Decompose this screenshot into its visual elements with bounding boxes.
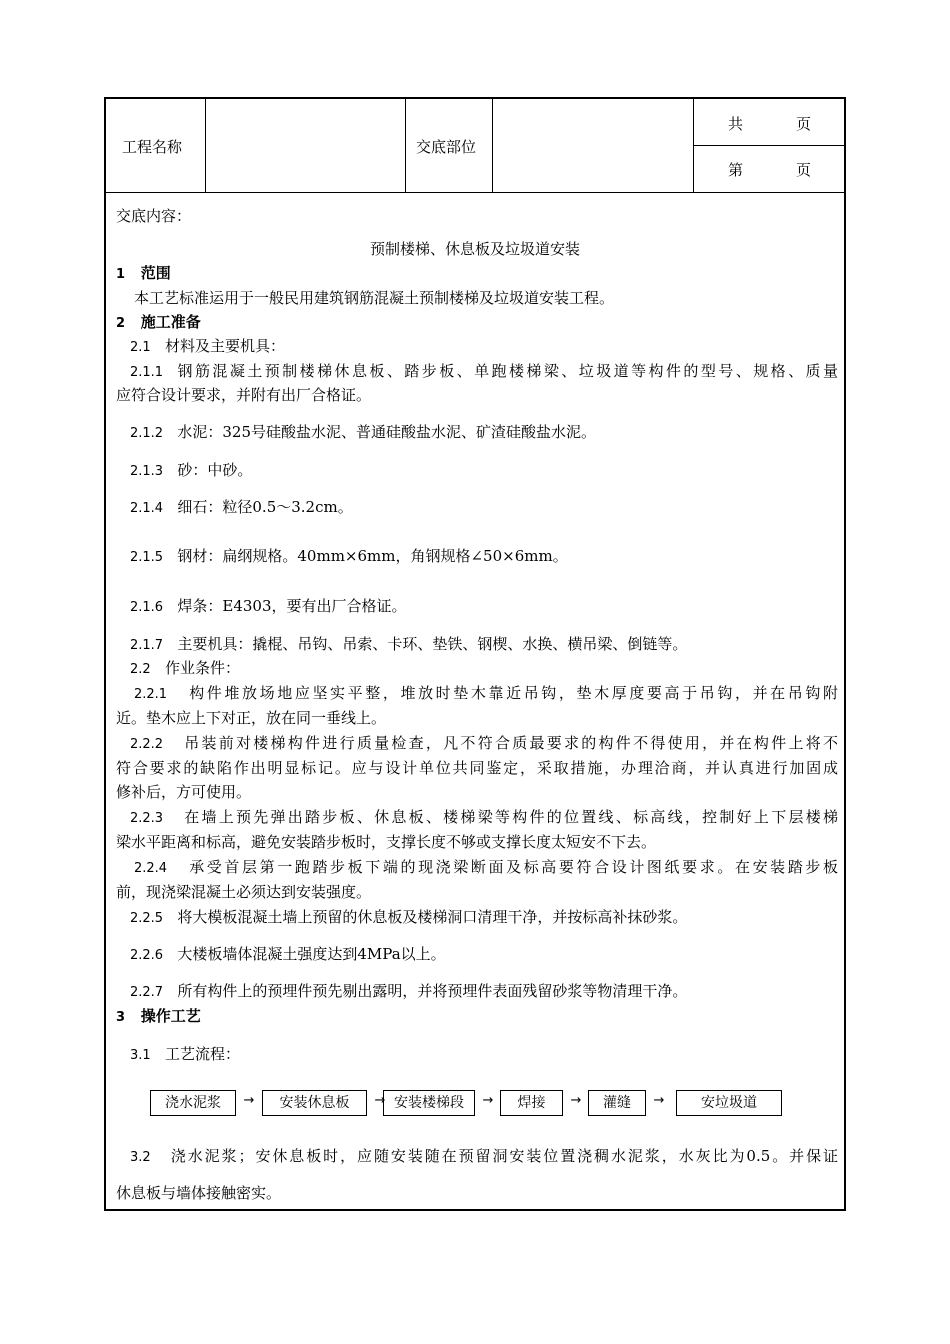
paragraph-line: 近。垫木应上下对正，放在同一垂线上。 bbox=[116, 709, 387, 727]
paragraph: 2.1.4 细石：粒径0.5～3.2cm。 bbox=[130, 498, 353, 516]
paragraph: 2.2.5 将大模板混凝土墙上预留的休息板及楼梯洞口清理干净，并按标高补抹砂浆。 bbox=[130, 908, 688, 926]
location-value[interactable] bbox=[493, 99, 693, 192]
content-label: 交底内容： bbox=[116, 207, 192, 225]
section-heading: 3 操作工艺 bbox=[116, 1007, 201, 1025]
paragraph: 3.2 浇水泥浆；安休息板时，应随安装随在预留洞安装位置浇稠水泥浆，水灰比为0.5。并保证 bbox=[130, 1147, 839, 1165]
arrow-right-icon: → bbox=[653, 1093, 665, 1108]
paragraph: 2.2.3 在墙上预先弹出踏步板、休息板、楼梯梁等构件的位置线、标高线，控制好上下层楼梯 bbox=[130, 808, 838, 826]
paragraph-line: 休息板与墙体接触密实。 bbox=[116, 1184, 282, 1202]
paragraph-line: 应符合设计要求，并附有出厂合格证。 bbox=[116, 386, 372, 404]
paragraph-line: 符合要求的缺陷作出明显标记。应与设计单位共同鉴定，采取措施，办理洽商，并认真进行加固成 bbox=[116, 759, 838, 777]
document-title: 预制楼梯、休息板及垃圾道安装 bbox=[369, 240, 580, 258]
paragraph: 2.1.5 钢材：扁纲规格。40mm×6mm，角钢规格∠50×6mm。 bbox=[130, 547, 568, 565]
flow-step: 浇水泥浆 bbox=[150, 1090, 236, 1116]
arrow-right-icon: → bbox=[243, 1093, 255, 1108]
project-name-label: 工程名称 bbox=[122, 138, 183, 156]
paragraph: 2.1.3 砂：中砂。 bbox=[130, 461, 253, 479]
page-number-prefix: 第 bbox=[728, 161, 744, 179]
header-table bbox=[106, 99, 844, 193]
paragraph: 2.2.6 大楼板墙体混凝土强度达到4MPa以上。 bbox=[130, 945, 446, 963]
paragraph: 2.2.2 吊装前对楼梯构件进行质量检查，凡不符合质最要求的构件不得使用，并在构件上将不 bbox=[130, 734, 838, 752]
paragraph: 2.2.1 构件堆放场地应坚实平整，堆放时垫木靠近吊钩，垫木厚度要高于吊钩，并在吊钩附 bbox=[134, 684, 838, 702]
flow-step: 安装楼梯段 bbox=[383, 1090, 475, 1116]
paragraph-line: 前，现浇梁混凝土必须达到安装强度。 bbox=[116, 883, 372, 901]
paragraph: 2.1.1 钢筋混凝土预制楼梯休息板、踏步板、单跑楼梯梁、垃圾道等构件的型号、规格、质量 bbox=[130, 362, 838, 380]
project-name-value[interactable] bbox=[206, 99, 405, 192]
paragraph: 2.1.7 主要机具：撬棍、吊钩、吊索、卡环、垫铁、钢楔、水换、横吊梁、倒链等。 bbox=[130, 635, 688, 653]
total-pages-prefix: 共 bbox=[728, 115, 744, 133]
flow-step: 安装休息板 bbox=[262, 1090, 367, 1116]
divider bbox=[405, 99, 406, 192]
flow-step: 安垃圾道 bbox=[676, 1090, 782, 1116]
subsection-heading: 3.1 工艺流程： bbox=[130, 1045, 241, 1063]
arrow-right-icon: → bbox=[482, 1093, 494, 1108]
paragraph: 2.1.6 焊条：E4303，要有出厂合格证。 bbox=[130, 597, 407, 615]
paragraph-line: 梁水平距离和标高，避免安装踏步板时，支撑长度不够或支撑长度太短安不下去。 bbox=[116, 833, 657, 851]
total-pages-suffix: 页 bbox=[796, 115, 812, 133]
paragraph: 2.2.4 承受首层第一跑踏步板下端的现浇梁断面及标高要符合设计图纸要求。在安装踏步板 bbox=[134, 858, 838, 876]
location-label: 交底部位 bbox=[416, 138, 477, 156]
section-heading: 1 范围 bbox=[116, 264, 171, 282]
arrow-right-icon: → bbox=[570, 1093, 582, 1108]
flow-step: 焊接 bbox=[500, 1090, 563, 1116]
paragraph: 2.2.7 所有构件上的预埋件预先剔出露明，并将预埋件表面残留砂浆等物清理干净。 bbox=[130, 982, 688, 1000]
page-number-suffix: 页 bbox=[796, 161, 812, 179]
paragraph: 2.1.2 水泥：325号硅酸盐水泥、普通硅酸盐水泥、矿渣硅酸盐水泥。 bbox=[130, 423, 597, 441]
subsection-heading: 2.1 材料及主要机具： bbox=[130, 337, 286, 355]
divider bbox=[693, 145, 844, 146]
paragraph: 本工艺标准运用于一般民用建筑钢筋混凝土预制楼梯及垃圾道安装工程。 bbox=[134, 289, 615, 307]
flow-step: 灌缝 bbox=[588, 1090, 646, 1116]
disclosure-sheet bbox=[104, 97, 846, 1211]
subsection-heading: 2.2 作业条件： bbox=[130, 659, 241, 677]
process-flow bbox=[150, 1090, 840, 1116]
arrow-right-icon: → bbox=[374, 1093, 386, 1108]
paragraph-line: 修补后，方可使用。 bbox=[116, 783, 252, 801]
section-heading: 2 施工准备 bbox=[116, 313, 201, 331]
